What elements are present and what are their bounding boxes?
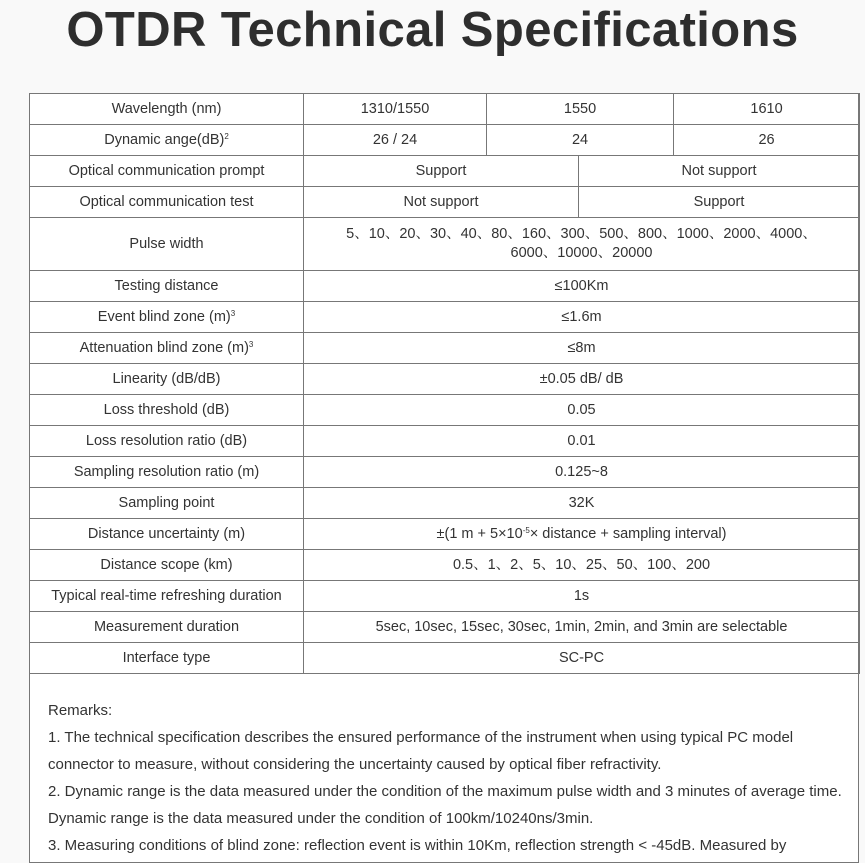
cell-value: SC-PC — [304, 643, 860, 674]
table-row — [30, 333, 860, 364]
cell-value: 32K — [304, 488, 860, 519]
cell-value: 0.05 — [304, 395, 860, 426]
cell-value: ±(1 $m + 5\times 10^{-5}\times$ distance + sampling interval) — [304, 519, 860, 550]
row-label: Attenuation blind zone $(m)^3$ — [30, 333, 304, 364]
table-row — [30, 94, 860, 125]
row-label: Wavelength (nm) — [30, 94, 304, 125]
spec-table — [29, 93, 860, 674]
row-label: Pulse width — [30, 218, 304, 271]
table-row — [30, 395, 860, 426]
cell-value: Not support — [579, 156, 860, 187]
row-label: Testing distance — [30, 271, 304, 302]
cell-value: 26 / 24 — [304, 125, 487, 156]
remark-item: 3. Measuring conditions of blind zone: reflection event is within 10Km, reflection strength < -45dB. Measured by — [48, 837, 787, 854]
table-row — [30, 364, 860, 395]
cell-value: ±0.05 dB/ dB — [304, 364, 860, 395]
table-row — [30, 426, 860, 457]
table-row — [30, 156, 860, 187]
cell-value: Not support — [304, 187, 579, 218]
remarks — [48, 697, 848, 859]
row-label: Distance scope (km) — [30, 550, 304, 581]
row-label: Optical communication prompt — [30, 156, 304, 187]
table-row — [30, 643, 860, 674]
row-label: Interface type — [30, 643, 304, 674]
remarks-heading: Remarks: — [48, 702, 113, 719]
row-label: Event blind zone $(m)^3$ — [30, 302, 304, 333]
table-row — [30, 457, 860, 488]
table-row — [30, 550, 860, 581]
page-title: OTDR Technical Specifications — [66, 3, 799, 57]
cell-value: 1550 — [487, 94, 674, 125]
exponent: -5 — [522, 525, 530, 535]
cell-value: ≤100Km — [304, 271, 860, 302]
table-row — [30, 125, 860, 156]
row-label: Measurement duration — [30, 612, 304, 643]
row-label: Optical communication test — [30, 187, 304, 218]
row-label: Distance uncertainty (m) — [30, 519, 304, 550]
table-row — [30, 187, 860, 218]
footnote-mark: 3 — [230, 308, 236, 318]
table-row — [30, 581, 860, 612]
row-label: Linearity (dB/dB) — [30, 364, 304, 395]
row-label: Sampling point — [30, 488, 304, 519]
cell-value: 5sec, 10sec, 15sec, 30sec, 1min, 2min, and 3min are selectable — [304, 612, 860, 643]
cell-value: Support — [304, 156, 579, 187]
cell-value: 24 — [487, 125, 674, 156]
footnote-mark: 2 — [224, 131, 229, 141]
cell-value: 26 — [674, 125, 860, 156]
cell-value: 0.125~8 — [304, 457, 860, 488]
cell-value: 5、10、20、30、40、80、160、300、500、800、1000、2000、4000、 6000、10000、20000 — [304, 218, 860, 271]
table-row — [30, 612, 860, 643]
cell-value: ≤1.6m — [304, 302, 860, 333]
remark-item: 2. Dynamic range is the data measured under the condition of the maximum pulse width and 3 minutes of average time. Dynamic range is the data measured under the condition of 100km/10240ns/3min. — [48, 783, 842, 827]
cell-value: 1610 — [674, 94, 860, 125]
footnote-mark: 3 — [248, 339, 254, 349]
table-row — [30, 218, 860, 271]
remark-item: 1. The technical specification describes the ensured performance of the instrument when using typical PC model connector to measure, without considering the uncertainty caused by optical fiber refractivity. — [48, 729, 794, 773]
table-row — [30, 488, 860, 519]
cell-value: ≤8m — [304, 333, 860, 364]
row-label: Typical real-time refreshing duration — [30, 581, 304, 612]
row-label: Loss threshold (dB) — [30, 395, 304, 426]
cell-value: Support — [579, 187, 860, 218]
cell-value: 1s — [304, 581, 860, 612]
cell-value: 0.01 — [304, 426, 860, 457]
table-row — [30, 302, 860, 333]
table-row — [30, 271, 860, 302]
row-label: Loss resolution ratio (dB) — [30, 426, 304, 457]
row-label: Sampling resolution ratio (m) — [30, 457, 304, 488]
cell-value: 1310/1550 — [304, 94, 487, 125]
table-row — [30, 519, 860, 550]
row-label: Dynamic ange(dB)$^2$ — [30, 125, 304, 156]
cell-value: 0.5、1、2、5、10、25、50、100、200 — [304, 550, 860, 581]
